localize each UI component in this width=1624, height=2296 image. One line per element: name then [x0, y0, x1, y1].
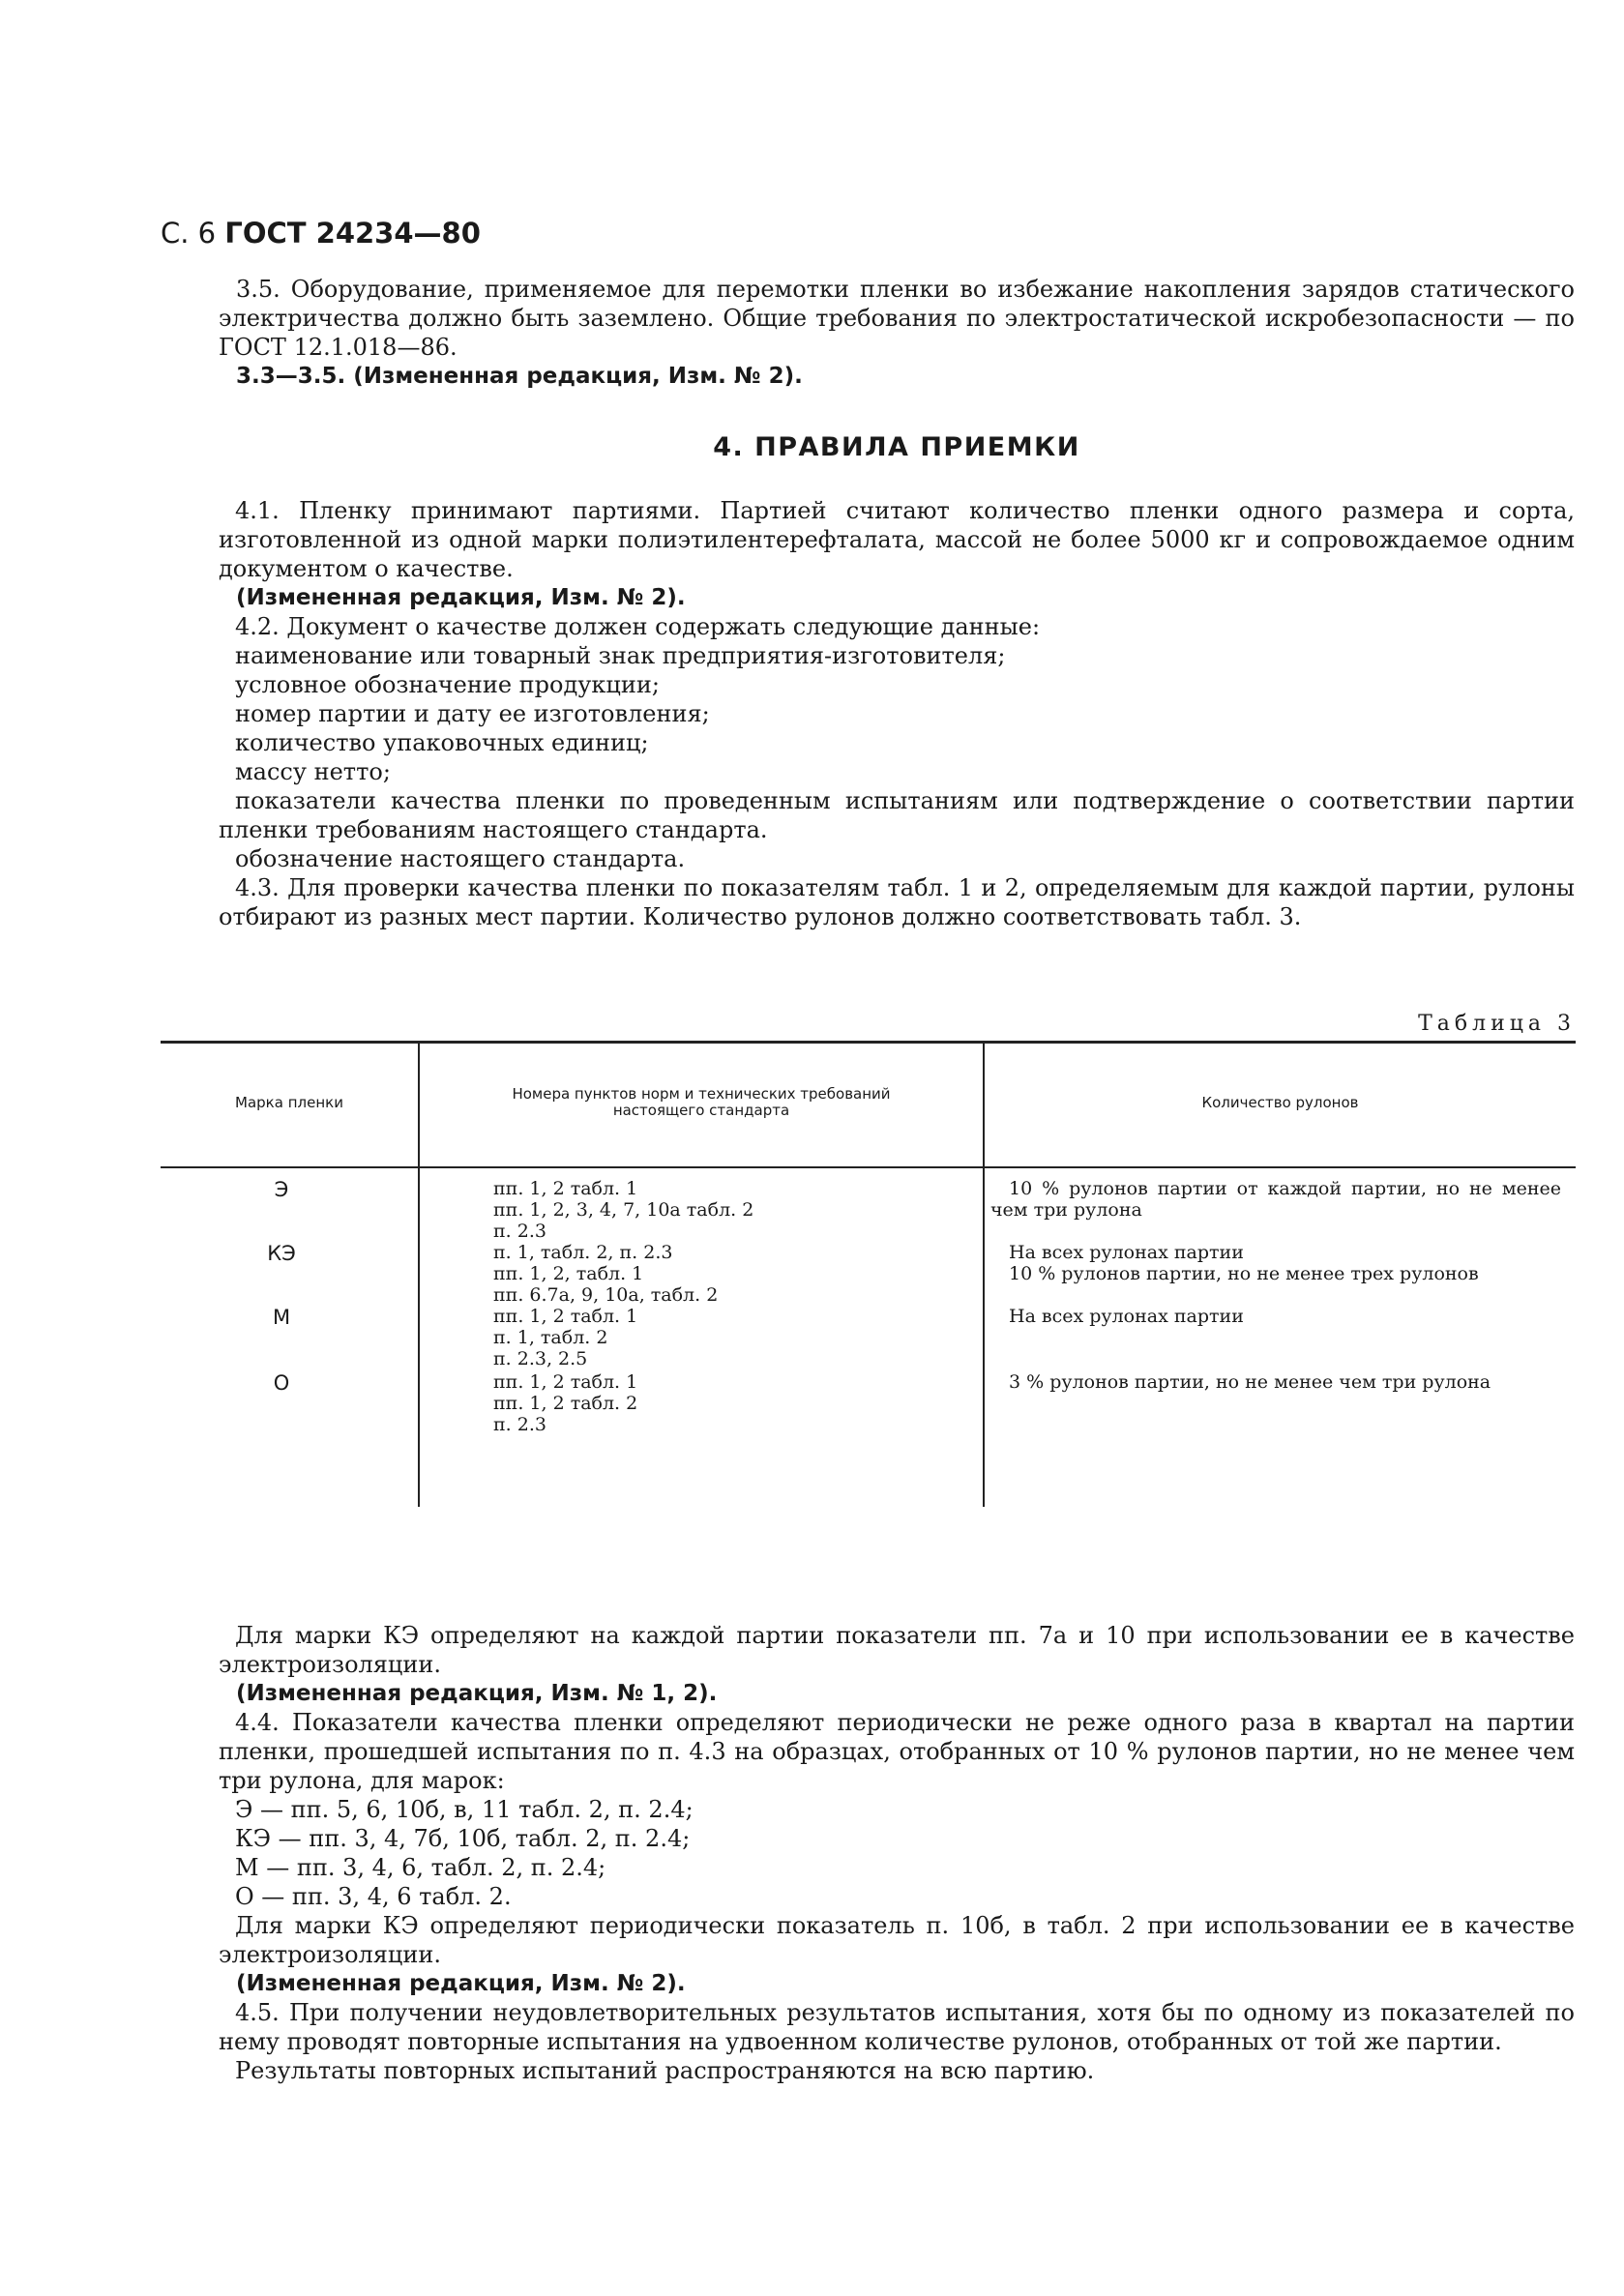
- standard-number: ГОСТ 24234—80: [224, 217, 481, 250]
- mark-e: Э: [274, 1178, 289, 1201]
- paragraph-ke: Для марки КЭ определяют на каждой партии показатели пп. 7а и 10 при использовании ее в качестве электроизоляции.: [219, 1622, 1575, 1678]
- edit-note-4-1: (Измененная редакция, Изм. № 2).: [236, 585, 686, 610]
- page-header: [161, 217, 481, 250]
- section-title: 4. ПРАВИЛА ПРИЕМКИ: [713, 432, 1080, 462]
- items-row: п. 1, табл. 2: [493, 1327, 608, 1348]
- qty-text: 10 % рулонов партии от каждой партии, но не менее чем три рулона: [990, 1178, 1561, 1221]
- paragraph-3-5: 3.5. Оборудование, применяемое для перемотки пленки во избежание накопления зарядов статического электричества должно быть заземлено. Общие требования по электростатической искробезопасности — по ГОСТ 12.1.018—86.: [219, 276, 1575, 361]
- items-row: пп. 6.7а, 9, 10а, табл. 2: [493, 1284, 719, 1306]
- paragraph-4-3: 4.3. Для проверки качества пленки по показателям табл. 1 и 2, определяемым для каждой партии, рулоны отбирают из разных мест партии. Количество рулонов должно соответствовать табл. 3.: [219, 874, 1575, 930]
- list-item: Э — пп. 5, 6, 10б, в, 11 табл. 2, п. 2.4;: [235, 1796, 694, 1823]
- items-row: пп. 1, 2 табл. 1: [493, 1371, 638, 1393]
- list-item: КЭ — пп. 3, 4, 7б, 10б, табл. 2, п. 2.4;: [235, 1825, 691, 1852]
- column-divider: [418, 1168, 420, 1507]
- column-divider: [983, 1168, 985, 1507]
- qty-text: На всех рулонах партии: [1009, 1306, 1244, 1327]
- paragraph-4-5: 4.5. При получении неудовлетворительных результатов испытания, хотя бы по одному из показателей по нему проводят повторные испытания на удвоенном количестве рулонов, отобранных от той же партии.: [219, 1999, 1575, 2055]
- items-row: пп. 1, 2 табл. 2: [493, 1393, 638, 1414]
- mark-o: О: [273, 1371, 290, 1395]
- section-4-block-2: [219, 1621, 1575, 2085]
- items-row: пп. 1, 2 табл. 1: [493, 1178, 638, 1199]
- edit-note-1-2: (Измененная редакция, Изм. № 1, 2).: [236, 1681, 718, 1706]
- items-row: п. 1, табл. 2, п. 2.3: [493, 1242, 673, 1263]
- column-divider: [418, 1041, 420, 1166]
- table-3: [161, 1041, 1576, 1507]
- qty-text: 10 % рулонов партии, но не менее трех рулонов: [1009, 1263, 1479, 1284]
- paragraph-4-2: 4.2. Документ о качестве должен содержать следующие данные:: [235, 613, 1041, 640]
- qty-text: На всех рулонах партии: [1009, 1242, 1244, 1263]
- list-item: М — пп. 3, 4, 6, табл. 2, п. 2.4;: [235, 1854, 606, 1881]
- paragraph-ke-2: Для марки КЭ определяют периодически показатель п. 10б, в табл. 2 при использовании ее в качестве электроизоляции.: [219, 1912, 1575, 1968]
- list-item: условное обозначение продукции;: [235, 671, 660, 698]
- items-row: пп. 1, 2, табл. 1: [493, 1263, 644, 1284]
- list-item: наименование или товарный знак предприятия-изготовителя;: [235, 642, 1006, 669]
- paragraph-4-4: 4.4. Показатели качества пленки определяют периодически не реже одного раза в квартал на партии пленки, прошедшей испытания по п. 4.3 на образцах, отобранных от 10 % рулонов партии, но не менее чем три рулона, для марок:: [219, 1709, 1575, 1794]
- items-row: пп. 1, 2, 3, 4, 7, 10а табл. 2: [493, 1199, 754, 1221]
- header-mark: Марка пленки: [235, 1094, 343, 1111]
- list-item: обозначение настоящего стандарта.: [235, 845, 686, 872]
- section-3-tail: [219, 275, 1575, 391]
- edit-note-4-4: (Измененная редакция, Изм. № 2).: [236, 1971, 686, 1996]
- qty-cell: [990, 1178, 1561, 1221]
- items-row: п. 2.3: [493, 1414, 546, 1435]
- header-items: Номера пунктов норм и технических требований настоящего стандарта: [512, 1085, 891, 1119]
- qty-text: 3 % рулонов партии, но не менее чем три рулона: [1009, 1371, 1491, 1393]
- mark-m: М: [272, 1306, 291, 1329]
- items-row: п. 2.3: [493, 1221, 546, 1242]
- list-item: номер партии и дату ее изготовления;: [235, 700, 710, 727]
- list-item: количество упаковочных единиц;: [235, 729, 649, 756]
- table-top-rule: [161, 1041, 1576, 1044]
- qty-cell: [990, 1306, 1561, 1327]
- header-qty: Количество рулонов: [1201, 1094, 1359, 1111]
- edit-note-3-3-3-5: 3.3—3.5. (Измененная редакция, Изм. № 2).: [236, 364, 803, 389]
- table-caption: Таблица 3: [1418, 1012, 1576, 1036]
- paragraph-last: Результаты повторных испытаний распространяются на всю партию.: [235, 2057, 1095, 2084]
- mark-ke: КЭ: [267, 1242, 296, 1265]
- qty-cell: [990, 1242, 1561, 1263]
- list-item: массу нетто;: [235, 758, 391, 785]
- qty-cell: [990, 1371, 1561, 1393]
- qty-cell: [990, 1263, 1561, 1284]
- list-item: показатели качества пленки по проведенным испытаниям или подтверждение о соответствии партии пленки требованиям настоящего стандарта.: [219, 787, 1575, 843]
- items-row: п. 2.3, 2.5: [493, 1348, 588, 1369]
- table-header-rule: [161, 1166, 1576, 1168]
- section-4-block-1: [219, 496, 1575, 931]
- page-number: С. 6: [161, 217, 217, 250]
- list-item: О — пп. 3, 4, 6 табл. 2.: [235, 1883, 512, 1910]
- paragraph-4-1: 4.1. Пленку принимают партиями. Партией считают количество пленки одного размера и сорта, изготовленной из одной марки полиэтилентерефталата, массой не более 5000 кг и сопровождаемое одним документом о качестве.: [219, 497, 1575, 582]
- items-row: пп. 1, 2 табл. 1: [493, 1306, 638, 1327]
